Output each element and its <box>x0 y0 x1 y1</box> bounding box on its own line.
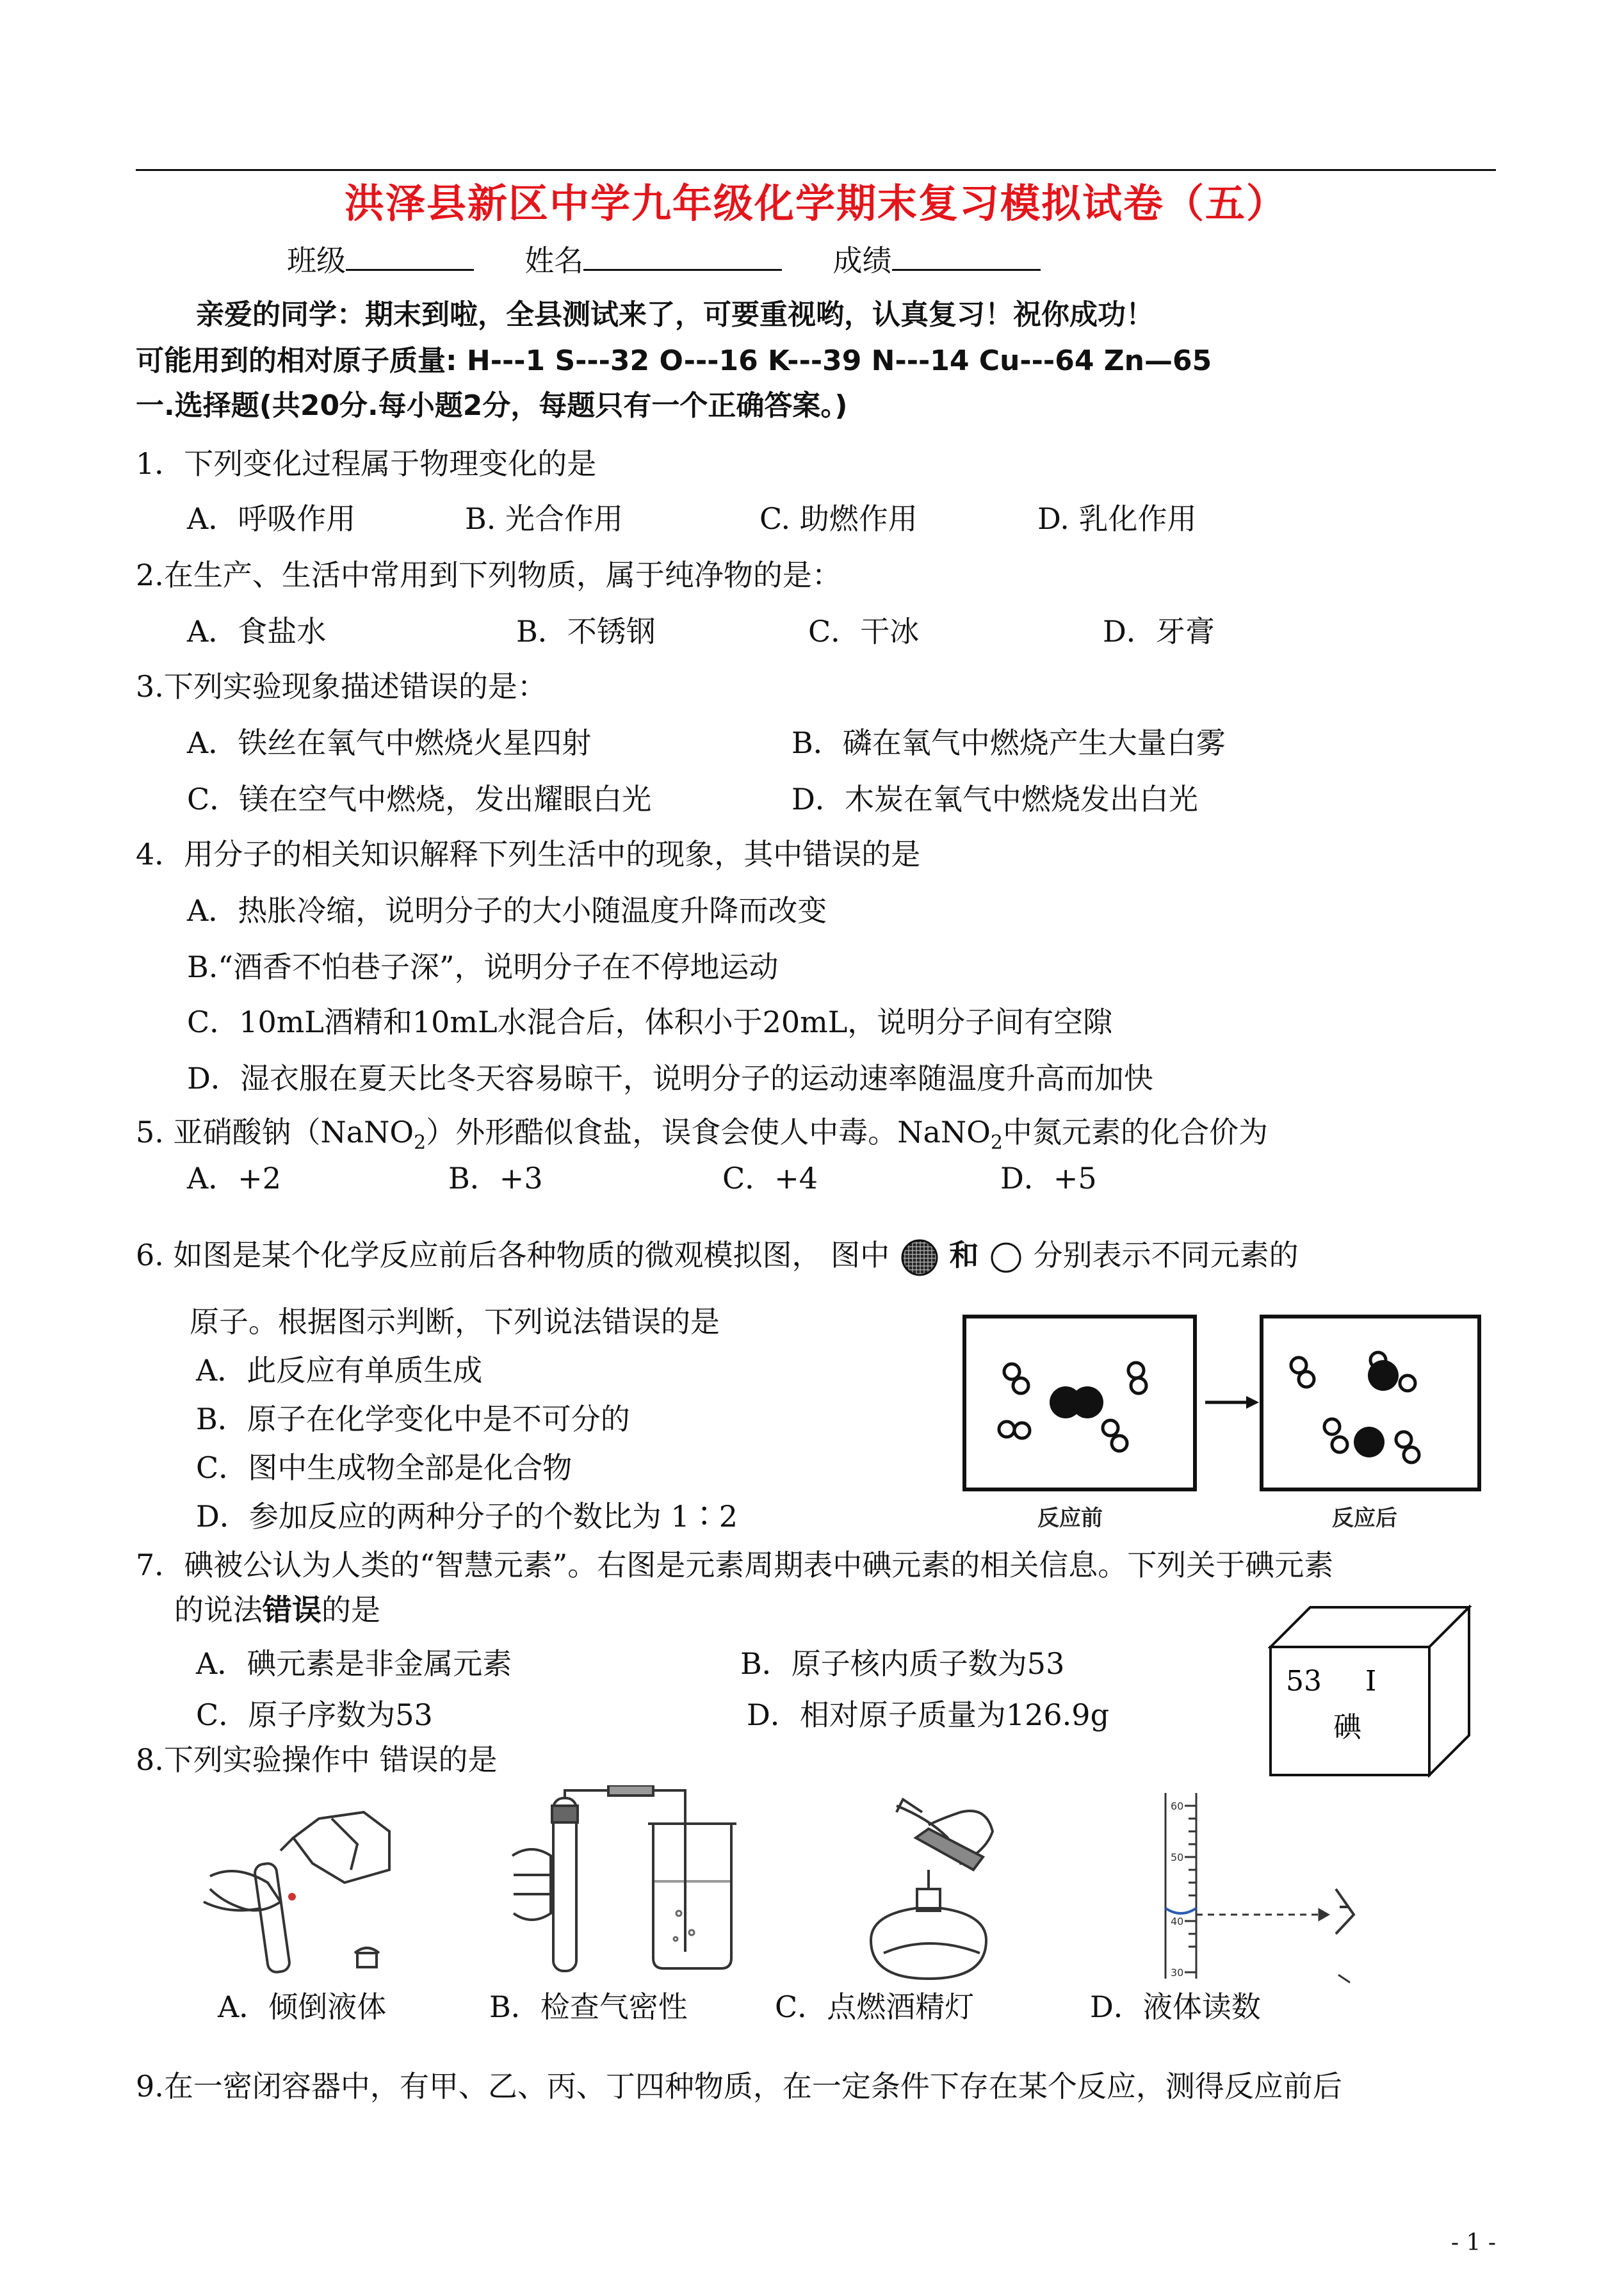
q8-option-b[interactable]: B．检查气密性 <box>489 1990 688 2024</box>
q2-option-a[interactable]: A．食盐水 <box>187 614 327 649</box>
score-label: 成绩 <box>832 243 892 278</box>
q5-option-b[interactable]: B．+3 <box>448 1161 543 1196</box>
q8-option-c[interactable]: C．点燃酒精灯 <box>775 1990 975 2024</box>
dark-atom-icon <box>899 1237 940 1278</box>
q4-option-a[interactable]: A．热胀冷缩，说明分子的大小随温度升降而改变 <box>187 893 827 928</box>
q2-stem: 2.在生产、生活中常用到下列物质，属于纯净物的是： <box>136 558 841 592</box>
cell-name: 碘 <box>1333 1711 1361 1744</box>
q4-option-c[interactable]: C．10mL酒精和10mL水混合后，体积小于20mL，说明分子间有空隙 <box>187 1005 1113 1039</box>
q2-option-d[interactable]: D．牙膏 <box>1103 614 1215 649</box>
scale-40: 40 <box>1171 1915 1184 1927</box>
scale-30: 30 <box>1171 1967 1184 1979</box>
q3-stem: 3.下列实验现象描述错误的是： <box>136 669 547 704</box>
name-blank[interactable] <box>583 241 782 271</box>
q8-option-a[interactable]: A．倾倒液体 <box>218 1990 387 2024</box>
q3-option-d[interactable]: D．木炭在氧气中燃烧发出白光 <box>792 782 1198 816</box>
q1-option-a[interactable]: A．呼吸作用 <box>187 501 356 536</box>
label-after: 反应后 <box>1332 1505 1397 1530</box>
q5-option-c[interactable]: C．+4 <box>722 1161 818 1196</box>
q6-option-a[interactable]: A．此反应有单质生成 <box>196 1353 483 1388</box>
q6-stem-2: 原子。根据图示判断，下列说法错误的是 <box>190 1304 720 1339</box>
q3-option-a[interactable]: A．铁丝在氧气中燃烧火星四射 <box>187 726 592 760</box>
q4-stem: 4．用分子的相关知识解释下列生活中的现象，其中错误的是 <box>136 837 921 872</box>
atomic-mass: 可能用到的相对原子质量: H---1 S---32 O---16 K---39 N---14 Cu---64 Zn—65 <box>136 345 1212 377</box>
cell-symbol: I <box>1365 1665 1377 1698</box>
iodine-element-cell <box>1268 1605 1479 1778</box>
q5-option-a[interactable]: A．+2 <box>187 1161 282 1196</box>
class-blank[interactable] <box>346 241 474 271</box>
q6-option-c[interactable]: C．图中生成物全部是化合物 <box>196 1450 572 1485</box>
class-label: 班级 <box>287 243 346 278</box>
q9-stem: 9.在一密闭容器中，有甲、乙、丙、丁四种物质，在一定条件下存在某个反应，测得反应前后 <box>136 2069 1342 2104</box>
q1-stem: 1．下列变化过程属于物理变化的是 <box>136 446 597 481</box>
q7-stem-2: 的说法错误的是 <box>174 1593 380 1627</box>
q5-option-d[interactable]: D．+5 <box>1000 1161 1097 1196</box>
q8-stem: 8.下列实验操作中 错误的是 <box>136 1742 498 1777</box>
q7-option-b[interactable]: B．原子核内质子数为53 <box>740 1646 1065 1681</box>
scale-50: 50 <box>1171 1851 1184 1863</box>
label-before: 反应前 <box>1037 1505 1103 1530</box>
q1-option-b[interactable]: B. 光合作用 <box>465 501 624 536</box>
pour-liquid-figure <box>197 1793 428 1985</box>
q7-option-a[interactable]: A．碘元素是非金属元素 <box>196 1646 512 1681</box>
name-label: 姓名 <box>524 243 584 278</box>
q1-option-d[interactable]: D. 乳化作用 <box>1037 501 1197 536</box>
header-fields <box>287 241 1041 280</box>
page-title: 洪泽县新区中学九年级化学期末复习模拟试卷（五） <box>344 180 1287 227</box>
q6-stem: 6. 如图是某个化学反应前后各种物质的微观模拟图， 图中 和 分别表示不同元素的 <box>136 1236 1299 1278</box>
q5-stem: 5. 亚硝酸钠（NaNO$_2$）外形酷似食盐，误食会使人中毒。NaNO$_2$中氮元素的化合价为 <box>136 1115 1268 1155</box>
q4-option-d[interactable]: D．湿衣服在夏天比冬天容易晾干，说明分子的运动速率随温度升高而加快 <box>187 1061 1153 1096</box>
section-heading: 一.选择题(共20分.每小题2分，每题只有一个正确答案。) <box>136 389 848 422</box>
q7-option-c[interactable]: C．原子序数为53 <box>196 1698 433 1732</box>
q3-option-b[interactable]: B．磷在氧气中燃烧产生大量白雾 <box>792 726 1226 760</box>
q8-option-d[interactable]: D．液体读数 <box>1090 1990 1261 2024</box>
q3-option-c[interactable]: C．镁在空气中燃烧，发出耀眼白光 <box>187 782 652 816</box>
q2-option-c[interactable]: C．干冰 <box>808 614 920 649</box>
alcohol-lamp-figure <box>832 1793 1025 1985</box>
top-rule <box>136 169 1496 171</box>
scale-60: 60 <box>1171 1800 1184 1812</box>
light-atom-icon <box>988 1240 1024 1276</box>
q6-option-b[interactable]: B．原子在化学变化中是不可分的 <box>196 1402 630 1436</box>
reading-liquid-figure <box>1146 1793 1364 1985</box>
q2-option-b[interactable]: B．不锈钢 <box>516 614 656 649</box>
q7-option-d[interactable]: D．相对原子质量为126.9g <box>747 1698 1110 1732</box>
page-number: - 1 - <box>1450 2230 1496 2256</box>
q1-option-c[interactable]: C. 助燃作用 <box>759 501 918 536</box>
reaction-diagram <box>961 1313 1486 1530</box>
q6-option-d[interactable]: D．参加反应的两种分子的个数比为 1∶2 <box>196 1499 738 1534</box>
score-blank[interactable] <box>892 241 1041 271</box>
q7-stem: 7．碘被公认为人类的“智慧元素”。右图是元素周期表中碘元素的相关信息。下列关于碘元素 <box>136 1548 1334 1582</box>
q4-option-b[interactable]: B.“酒香不怕巷子深”，说明分子在不停地运动 <box>187 950 779 984</box>
airtightness-figure <box>506 1785 749 1984</box>
cell-number: 53 <box>1286 1665 1322 1698</box>
greeting: 亲爱的同学：期末到啦，全县测试来了，可要重视哟，认真复习！祝你成功！ <box>196 298 1154 331</box>
